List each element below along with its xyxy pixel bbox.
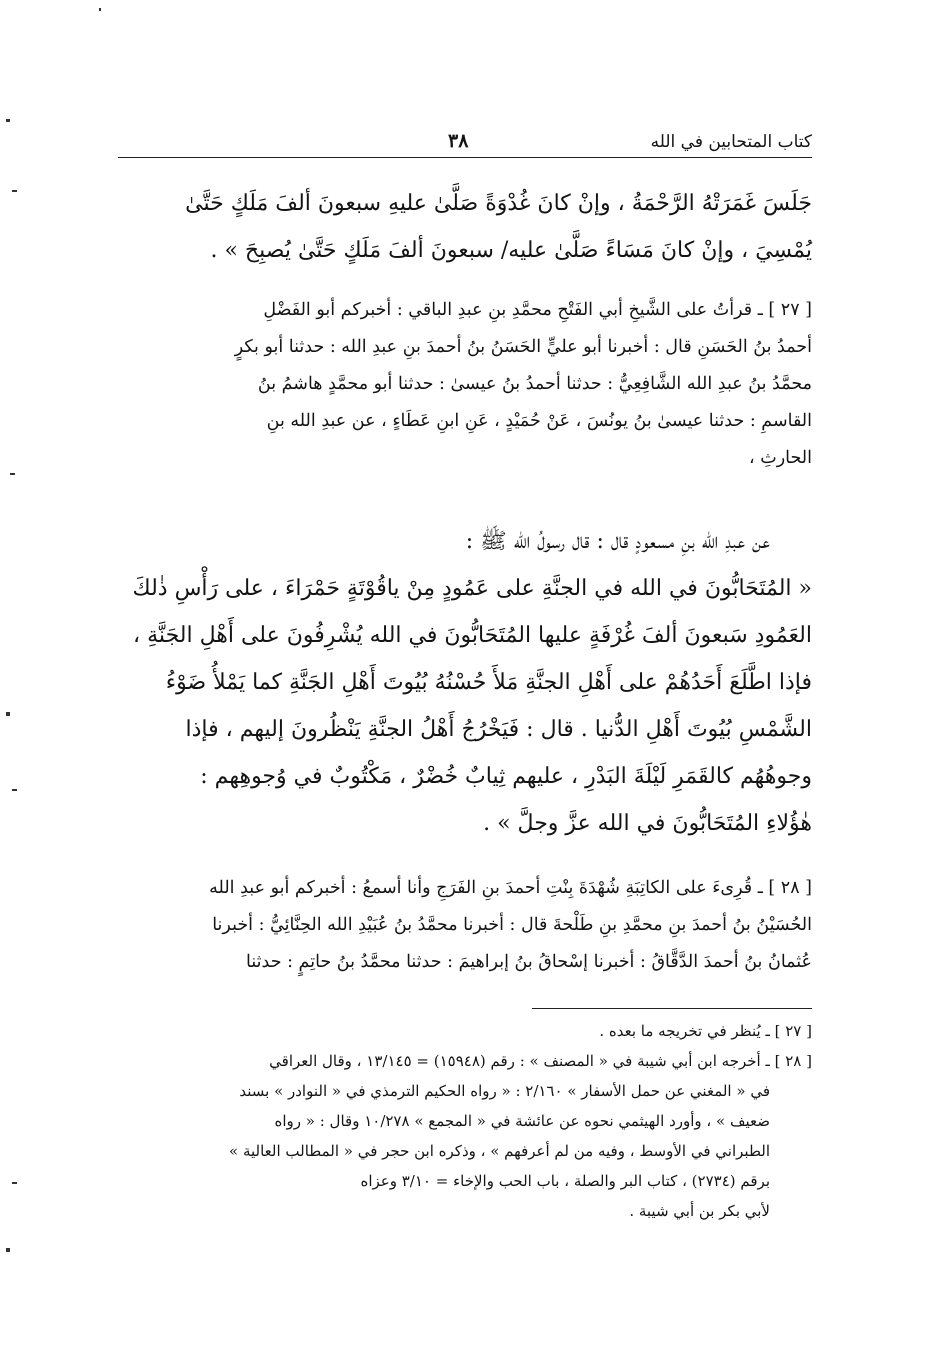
- text-line: أحمدُ بنُ الحَسَنِ قال : أخبرنا أبو عليٍّ الحَسَنُ بنُ أحمدَ بنِ عبدِ الله : حدثنا أبو بكرٍ: [234, 337, 812, 357]
- footnote-line: ضعيف » ، وأورد الهيثمي نحوه عن عائشة في « المجمع » ١٠/٢٧٨ وقال : « رواه: [274, 1112, 770, 1130]
- footnote-rule: [532, 1008, 812, 1009]
- footnote-28: [ ٢٨ ] ـ أخرجه ابن أبي شيبة في « المصنف » : رقم (١٥٩٤٨) = ١٣/١٤٥ ، وقال العراقي: [269, 1052, 812, 1070]
- text-line: الشَّمْسِ بُيُوتَ أَهْلِ الدُّنيا . قال : فَيَخْرُجُ أَهْلُ الجنَّةِ يَنْظُرونَ إليهم ، فإذا: [185, 717, 812, 742]
- page-number: ٣٨: [448, 130, 469, 152]
- scan-mark: [6, 119, 10, 122]
- scan-mark: [12, 190, 17, 192]
- text-line: فإذا اطَّلَعَ أَحَدُهُمْ على أَهْلِ الجنَّةِ مَلأَ حُسْنُهُ بُيُوتَ أَهْلِ الجَنَّةِ كما يَمْلأُ ضَوْءُ: [165, 670, 812, 695]
- footnote-line: برقم (٢٧٣٤) ، كتاب البر والصلة ، باب الحب والإخاء = ٣/١٠ وعزاه: [360, 1172, 770, 1190]
- scan-mark: [99, 8, 101, 11]
- book-title: كتاب المتحابين في الله: [650, 132, 812, 152]
- text-line: جَلَسَ غَمَرَتْهُ الرَّحْمَةُ ، وإنْ كانَ غُدْوَةً صَلَّىٰ عليهِ سبعونَ ألفَ مَلَكٍ حَتَّىٰ: [185, 191, 812, 216]
- running-header: [118, 130, 812, 160]
- scan-mark: [10, 473, 15, 475]
- text-line: عن عبدِ الله بنِ مسعودٍ قال : قال رسولُ الله ﷺ :: [465, 529, 770, 554]
- paragraph-28-isnad: [118, 870, 812, 981]
- text-line: [ ٢٧ ] ـ قرأتُ على الشَّيخِ أبي الفَتْحِ محمَّدِ بنِ عبدِ الباقي : أخبركم أبو الفَضْلِ: [263, 300, 812, 320]
- text-line: هٰؤُلاءِ المُتَحَابُّونَ في الله عزَّ وجلَّ » .: [483, 811, 812, 836]
- scan-mark: [12, 1182, 17, 1184]
- text-line: محمَّدُ بنُ عبدِ الله الشَّافِعِيُّ : حدثنا أحمدُ بنُ عيسىٰ : حدثنا أبو محمَّدٍ هاشمُ بنُ: [257, 374, 812, 394]
- text-line: الحُسَيْنُ بنُ أحمدَ بنِ محمَّدِ بنِ طَلْحةَ قال : أخبرنا محمَّدُ بنُ عُبَيْدِ الله الحِنَّائِيُّ : أخبرنا: [212, 915, 812, 935]
- header-rule: [118, 157, 812, 158]
- paragraph-27-matn: [118, 518, 812, 847]
- scan-mark: [6, 1248, 10, 1252]
- footnotes: [118, 1016, 812, 1226]
- paragraph-1: [118, 180, 812, 274]
- paragraph-27-isnad: [118, 292, 812, 477]
- text-line: يُمْسِيَ ، وإنْ كانَ مَسَاءً صَلَّىٰ عليه/ سبعونَ ألفَ مَلَكٍ حَتَّىٰ يُصبِحَ » .: [210, 238, 812, 263]
- footnote-27: [ ٢٧ ] ـ يُنظر في تخريجه ما بعده .: [599, 1022, 812, 1040]
- scan-mark: [6, 712, 10, 716]
- footnote-line: في « المغني عن حمل الأسفار » ٢/١٦٠ : « رواه الحكيم الترمذي في « النوادر » بسند: [239, 1082, 770, 1100]
- footnote-line: لأبي بكر بن أبي شيبة .: [629, 1202, 770, 1220]
- scan-mark: [12, 789, 17, 791]
- text-line: [ ٢٨ ] ـ قُرِىءَ على الكاتِبَةِ شُهْدَةَ بِنْتِ أحمدَ بنِ الفَرَجِ وأنا أسمعُ : أخبركم أبو عبدِ الله: [209, 878, 812, 898]
- text-line: « المُتَحَابُّونَ في الله في الجنَّةِ على عَمُودٍ مِنْ ياقُوْتَةٍ حَمْرَاءَ ، على رَأْسِ ذٰلكَ: [132, 576, 812, 601]
- footnote-line: الطبراني في الأوسط ، وفيه من لم أعرفهم » ، وذكره ابن حجر في « المطالب العالية »: [229, 1142, 770, 1160]
- text-line: عُثمانُ بنُ أحمدَ الدَّقَّاقُ : أخبرنا إسْحاقُ بنُ إبراهيمَ : حدثنا محمَّدُ بنُ حاتِمٍ : حدثنا: [246, 952, 812, 972]
- text-line: الحارثِ ،: [749, 448, 812, 468]
- text-line: القاسمِ : حدثنا عيسىٰ بنُ يونُسَ ، عَنْ حُمَيْدٍ ، عَنِ ابنِ عَطَاءٍ ، عن عبدِ الله بنِ: [266, 411, 812, 431]
- text-line: العَمُودِ سَبعونَ ألفَ غُرْفَةٍ عليها المُتَحَابُّونَ في الله يُشْرِفُونَ على أَهْلِ الجَنَّةِ ،: [133, 623, 812, 648]
- text-line: وجوهُهُم كالقَمَرِ لَيْلَةَ البَدْرِ ، عليهم ثِيابٌ خُضْرٌ ، مَكْتُوبٌ في وُجوهِهم :: [200, 764, 812, 789]
